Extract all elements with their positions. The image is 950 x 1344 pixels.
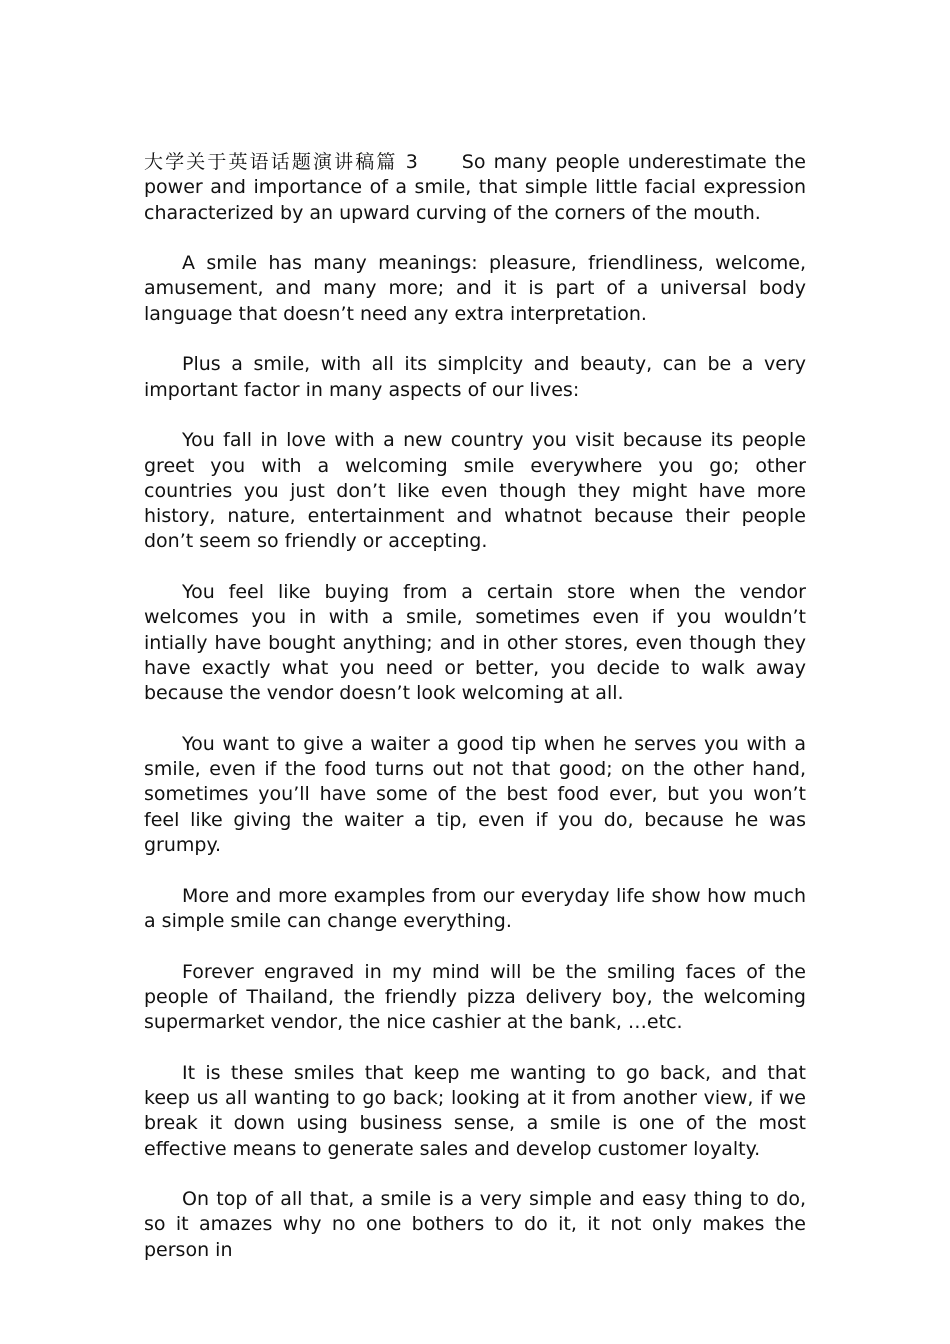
paragraph-4: You fall in love with a new country you visit because its people greet you with a welcoming smile everywhere you go; other countries you just don’t like even though they might have more history, nature, entertainment and whatnot because their people don’t seem so friendly or accepting. [144,429,806,553]
document-title: 大学关于英语话题演讲稿篇 3 [144,151,418,173]
paragraph-5: You feel like buying from a certain store when the vendor welcomes you in with a smile, sometimes even if you wouldn’t intially have bought anything; and in other stores, even though they have exactly what you need or better, you decide to walk away because the vendor doesn’t look welcoming at all. [144,581,806,705]
paragraph-text: So many people underestimate the power and importance of a smile, that simple little facial expression characterized by an upward curving of the corners of the mouth. [144,151,806,224]
paragraph-3: Plus a smile, with all its simplcity and beauty, can be a very important factor in many aspects of our lives: [144,353,806,401]
paragraph-6: You want to give a waiter a good tip when he serves you with a smile, even if the food turns out not that good; on the other hand, sometimes you’ll have some of the best food ever, but you won’t feel like giving the waiter a tip, even if you do, because he was grumpy. [144,732,806,857]
paragraph-8: Forever engraved in my mind will be the smiling faces of the people of Thailand, the friendly pizza delivery boy, the welcoming supermarket vendor, the nice cashier at the bank, …etc. [144,960,806,1034]
document-body [144,150,806,1288]
paragraph-10: On top of all that, a smile is a very simple and easy thing to do, so it amazes why no one bothers to do it, it not only makes the person in [144,1188,806,1261]
paragraph-9: It is these smiles that keep me wanting to go back, and that keep us all wanting to go back; looking at it from another view, if we break it down using business sense, a smile is one of the most effective means to generate sales and develop customer loyalty. [144,1061,806,1160]
paragraph-7: More and more examples from our everyday life show how much a simple smile can change everything. [144,884,806,932]
paragraph-2: A smile has many meanings: pleasure, friendliness, welcome, amusement, and many more; and it is part of a universal body language that doesn’t need any extra interpretation. [144,252,806,325]
paragraph-1 [144,150,806,226]
